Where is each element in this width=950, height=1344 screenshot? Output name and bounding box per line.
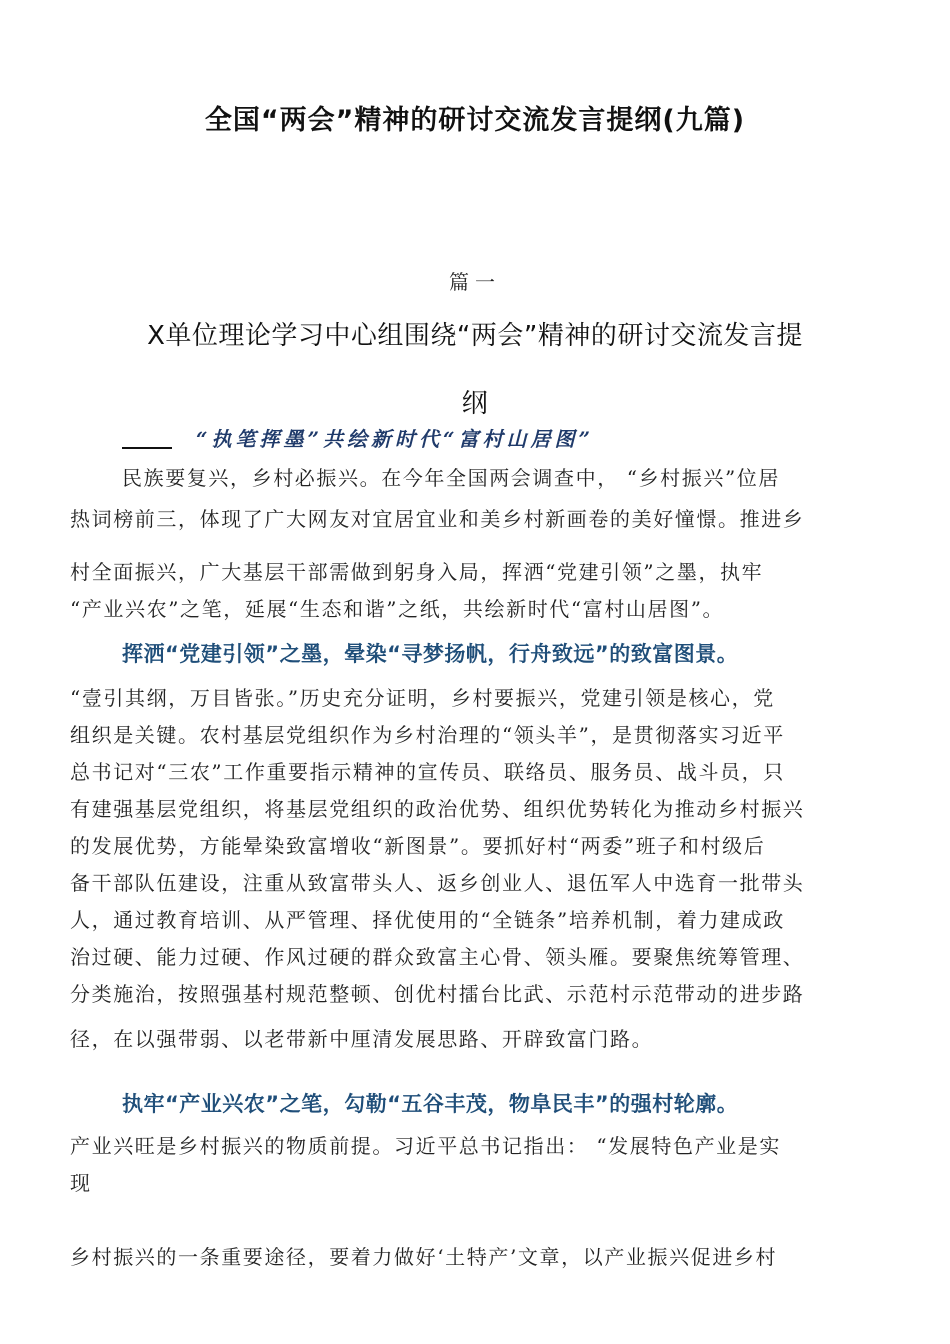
section-label: 篇一	[449, 270, 501, 294]
text-line: “产业兴农”之笔，延展“生态和谐”之纸，共绘新时代“富村山居图”。	[70, 597, 725, 621]
text-line: 总书记对“三农”工作重要指示精神的宣传员、联络员、服务员、战斗员，只	[70, 760, 785, 784]
text-line: 备干部队伍建设，注重从致富带头人、返乡创业人、退伍军人中选育一批带头	[70, 871, 805, 895]
text-line: 组织是关键。农村基层党组织作为乡村治理的“领头羊”，是贯彻落实习近平	[70, 723, 785, 747]
text-line: 的发展优势，方能晕染致富增收“新图景”。要抓好村“两委”班子和村级后	[70, 834, 766, 858]
text-line: 产业兴旺是乡村振兴的物质前提。习近平总书记指出： “发展特色产业是实	[70, 1134, 781, 1158]
subtitle: “执笔挥墨”共绘新时代“富村山居图”	[196, 426, 595, 451]
subtitle-row	[122, 420, 882, 454]
subtitle-rule	[122, 425, 172, 449]
text-line: 径，在以强带弱、以老带新中厘清发展思路、开辟致富门路。	[70, 1027, 654, 1051]
section2-paragraph-cont	[70, 1241, 880, 1278]
text-line: 人，通过教育培训、从严管理、择优使用的“全链条”培养机制，着力建成政	[70, 908, 785, 932]
text-line: 乡村振兴的一条重要途径，要着力做好‘土特产’文章，以产业振兴促进乡村	[70, 1245, 778, 1269]
section-heading-party-building: 挥洒“党建引领”之墨，晕染“寻梦扬帆，行舟致远”的致富图景。	[122, 642, 739, 666]
text-line: 村全面振兴，广大基层干部需做到躬身入局，挥洒“党建引领”之墨，执牢	[70, 560, 764, 584]
article-title	[0, 302, 950, 438]
section1-paragraph	[70, 682, 880, 1060]
intro-paragraph	[122, 462, 882, 499]
intro-paragraph-cont	[70, 503, 880, 630]
text-line: “壹引其纲，万目皆张。”历史充分证明，乡村要振兴，党建引领是核心，党	[70, 686, 775, 710]
text-line: 有建强基层党组织，将基层党组织的政治优势、组织优势转化为推动乡村振兴	[70, 797, 805, 821]
text-line: 现	[70, 1171, 92, 1195]
article-title-line: 纲	[461, 389, 489, 419]
text-line: 民族要复兴，乡村必振兴。在今年全国两会调查中， “乡村振兴”位居	[122, 466, 781, 490]
text-line: 热词榜前三，体现了广大网友对宜居宜业和美乡村新画卷的美好憧憬。推进乡	[70, 507, 805, 531]
text-line: 分类施治，按照强基村规范整顿、创优村擂台比武、示范村示范带动的进步路	[70, 982, 805, 1006]
text-line: 治过硬、能力过硬、作风过硬的群众致富主心骨、领头雁。要聚焦统筹管理、	[70, 945, 805, 969]
article-title-line: X单位理论学习中心组围绕“两会”精神的研讨交流发言提	[147, 321, 803, 351]
section2-paragraph	[70, 1130, 880, 1204]
document-title: 全国“两会”精神的研讨交流发言提纲(九篇)	[204, 105, 746, 136]
section-heading-industry: 执牢“产业兴农”之笔，勾勒“五谷丰茂，物阜民丰”的强村轮廓。	[122, 1092, 739, 1116]
